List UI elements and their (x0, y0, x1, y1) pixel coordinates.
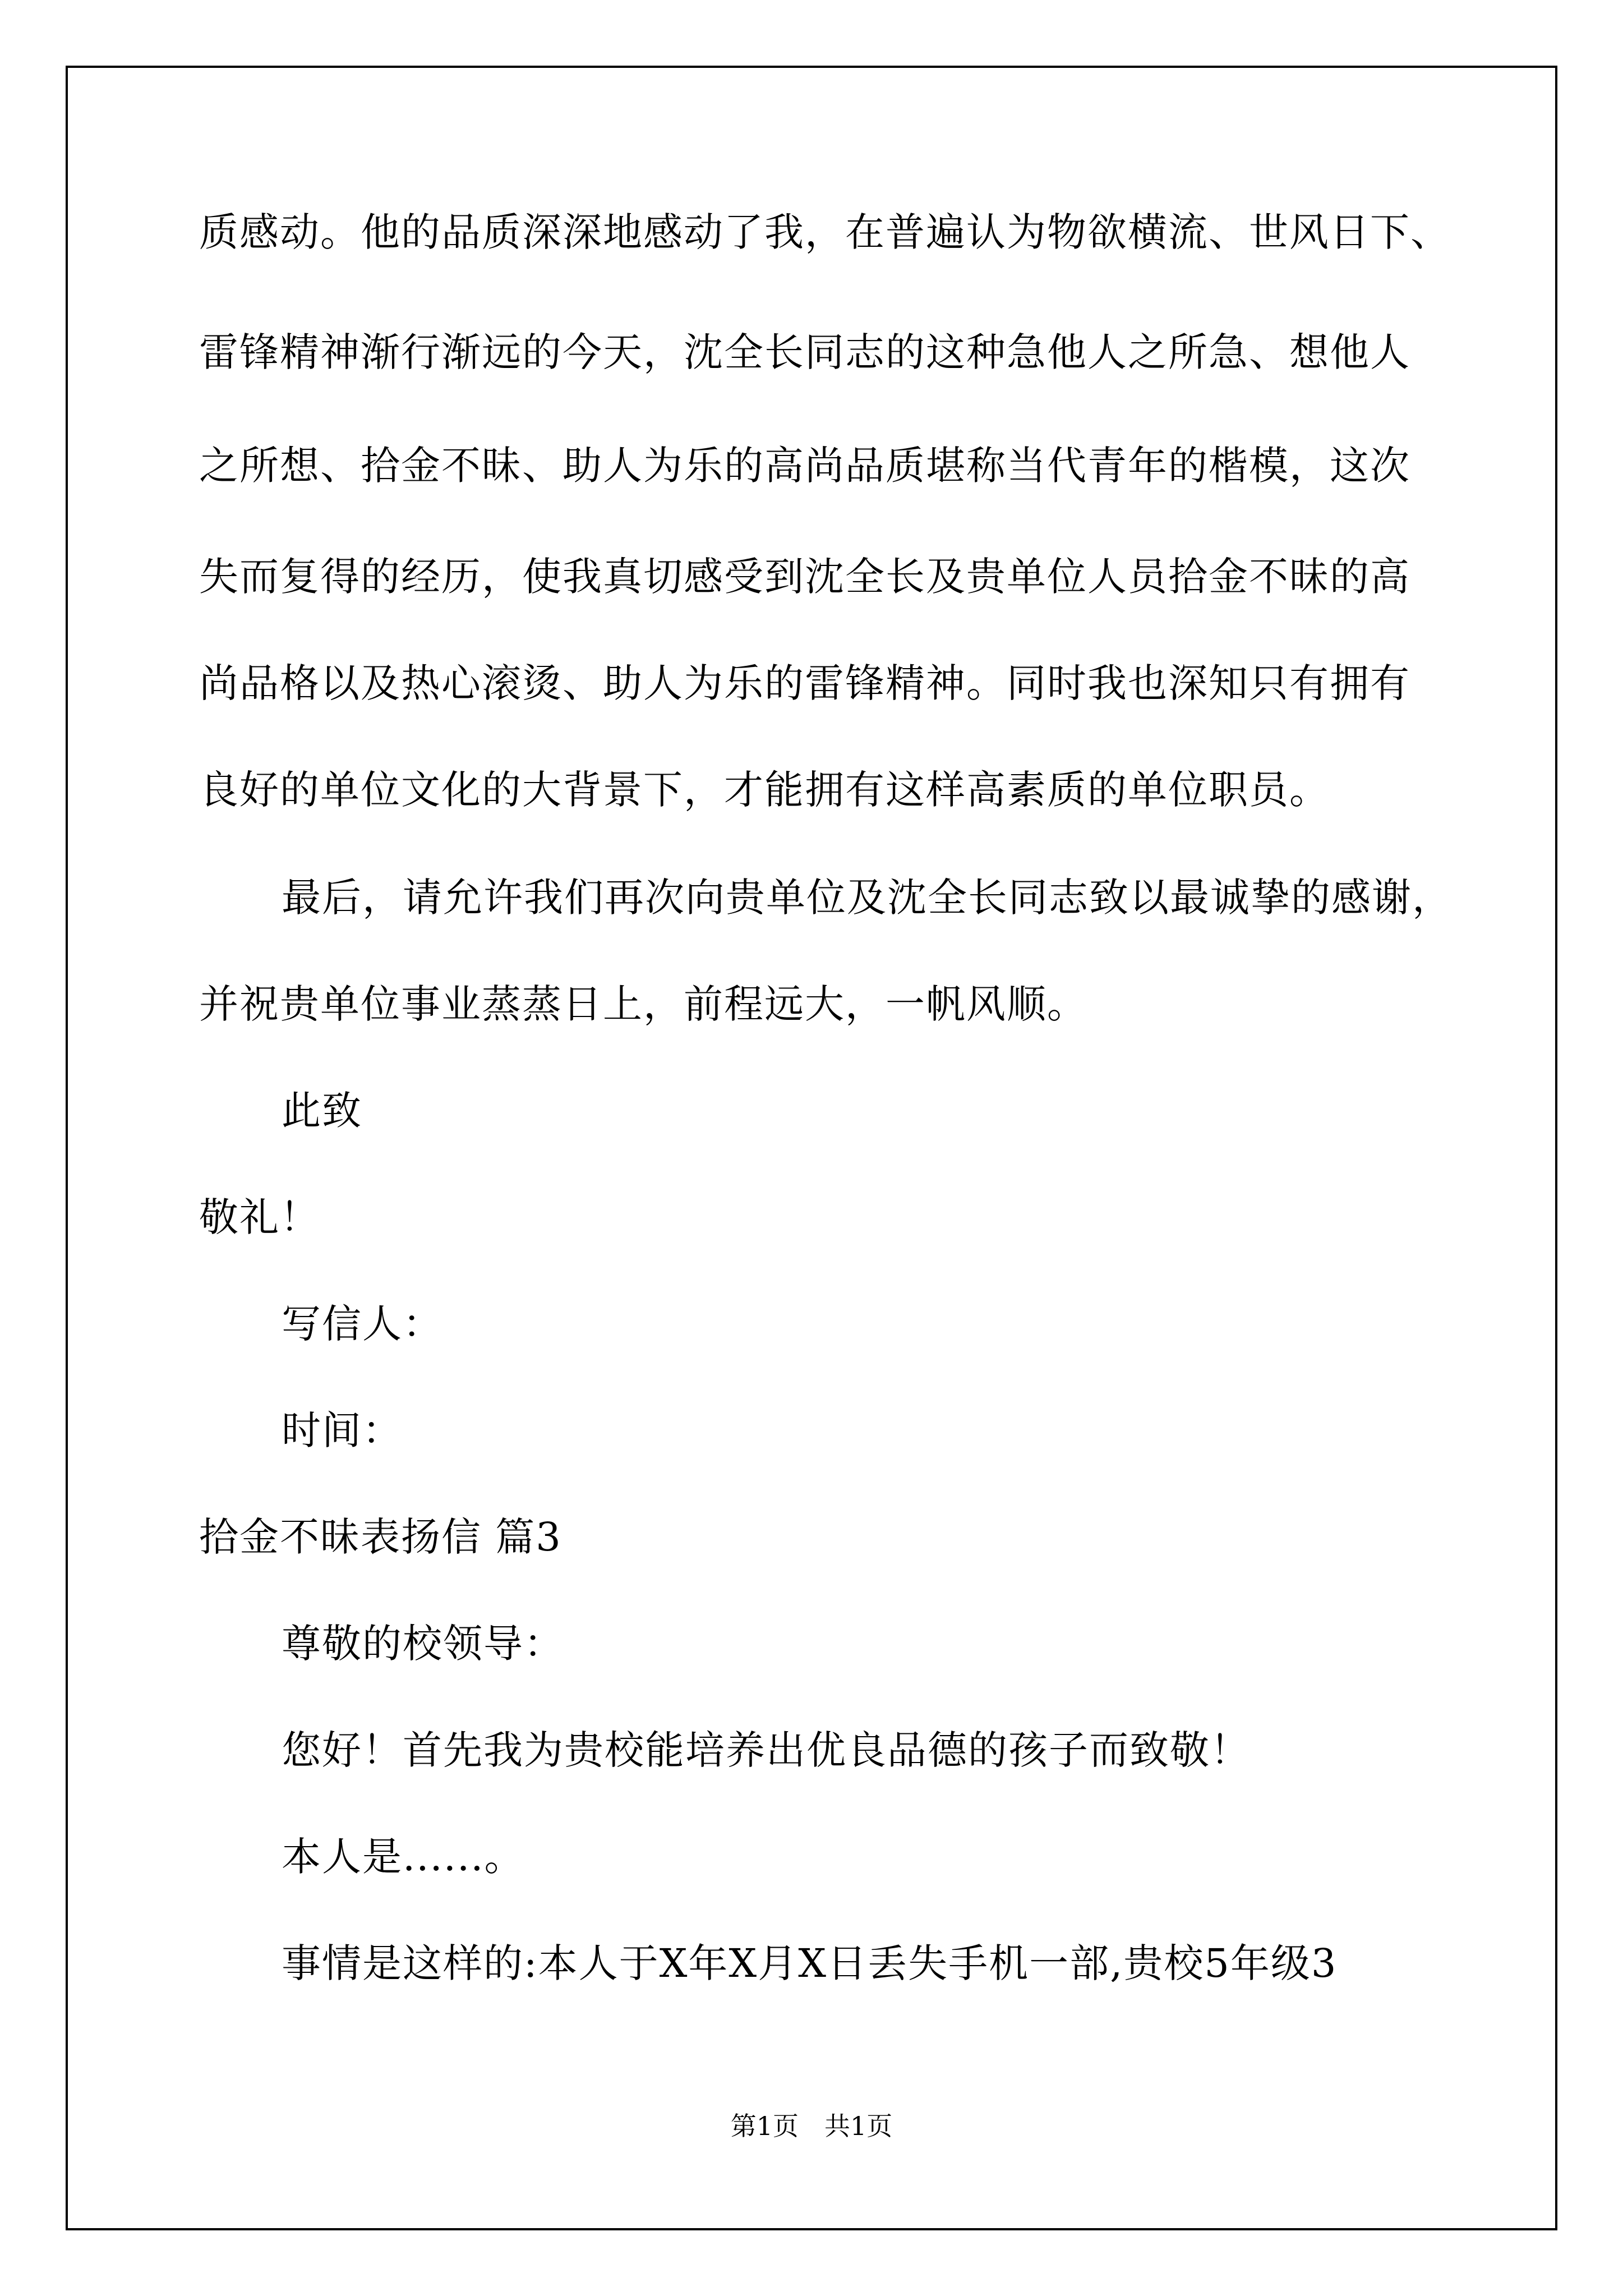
greeting: 您好！首先我为贵校能培养出优良品德的孩子而致敬！ (282, 1727, 1251, 1773)
paragraph-line: 雷锋精神渐行渐远的今天，沈全长同志的这种急他人之所急、想他人 (199, 329, 1410, 375)
section-title: 拾金不昧表扬信 篇3 (199, 1514, 562, 1560)
paragraph-line: 之所想、拾金不昧、助人为乐的高尚品质堪称当代青年的楷模，这次 (199, 443, 1410, 489)
self-intro: 本人是......。 (282, 1834, 525, 1880)
paragraph-line: 良好的单位文化的大背景下，才能拥有这样高素质的单位职员。 (199, 767, 1330, 813)
paragraph-line: 失而复得的经历，使我真切感受到沈全长及贵单位人员拾金不昧的高 (199, 554, 1410, 600)
paragraph-line: 最后，请允许我们再次向贵单位及沈全长同志致以最诚挚的感谢， (282, 875, 1453, 921)
page-border (66, 66, 1557, 2230)
closing-salute: 敬礼！ (199, 1194, 320, 1240)
page-footer: 第1页 共1页 (730, 2111, 893, 2141)
paragraph-line: 质感动。他的品质深深地感动了我，在普遍认为物欲横流、世风日下、 (199, 209, 1451, 255)
closing-line: 此致 (282, 1088, 362, 1134)
signature-label: 写信人： (282, 1301, 443, 1347)
paragraph-line: 并祝贵单位事业蒸蒸日上，前程远大，一帆风顺。 (199, 981, 1087, 1027)
time-label: 时间： (282, 1407, 403, 1453)
story-line: 事情是这样的:本人于X年X月X日丢失手机一部,贵校5年级3 (282, 1940, 1338, 1986)
salutation: 尊敬的校领导： (282, 1621, 564, 1667)
paragraph-line: 尚品格以及热心滚烫、助人为乐的雷锋精神。同时我也深知只有拥有 (199, 660, 1410, 706)
